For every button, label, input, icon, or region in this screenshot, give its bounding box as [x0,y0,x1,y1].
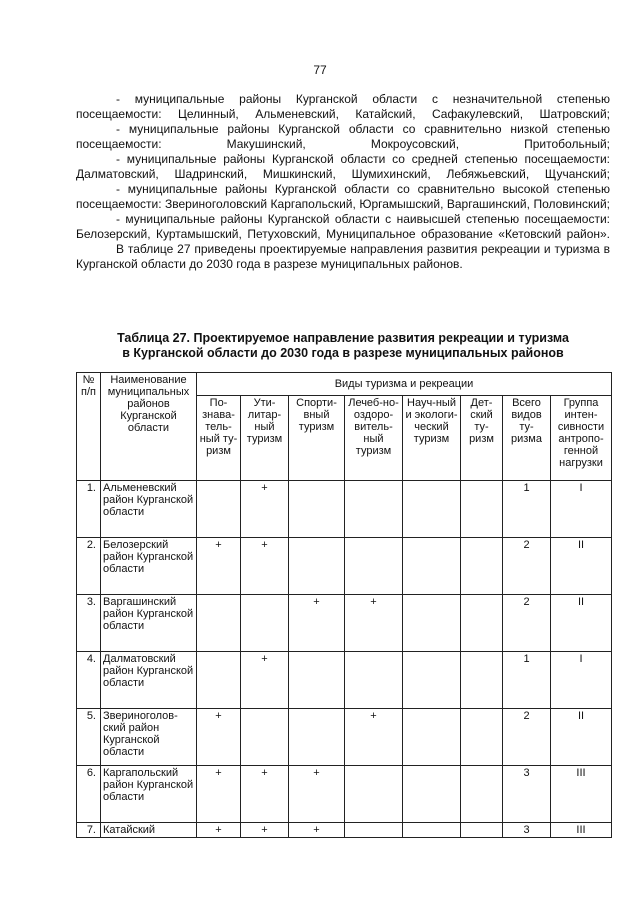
mark-utilitarian: + [241,481,289,538]
table-title-line-1: Таблица 27. Проектируемое направление развития рекреации и туризма [117,331,569,345]
header-health-tourism: Лечеб-но-оздоро-витель-ный туризм [345,396,403,481]
total-types: 1 [503,652,551,709]
paragraph-relatively-high-attendance: - муниципальные районы Курганской области со сравнительно высокой степенью посещаемости: Звериноголовский Каргапольский, Юргамышский, Варгашинский, Половинский; [76,182,610,211]
tourism-table [76,372,612,838]
header-sports-tourism: Спорти-вный туризм [289,396,345,481]
mark-health [345,823,403,838]
mark-utilitarian: + [241,766,289,823]
header-tourism-types: Виды туризма и рекреации [197,373,612,396]
paragraph-medium-attendance: - муниципальные районы Курганской области со средней степенью посещаемости: Далматовский, Шадринский, Мишкинский, Шумихинский, Лебяжьевский, Щучанский; [76,152,610,181]
mark-health: + [345,709,403,766]
mark-scientific-eco [403,652,461,709]
table-row [77,595,612,652]
table-row [77,481,612,538]
table-row [77,652,612,709]
mark-sports: + [289,595,345,652]
paragraph-low-attendance: - муниципальные районы Курганской области с незначительной степенью посещаемости: Целинный, Альменевский, Катайский, Сафакулевский, Шатровский; [76,92,610,121]
load-group: I [551,652,612,709]
page-number: 77 [313,63,327,77]
total-types: 2 [503,595,551,652]
body-text [76,92,610,272]
mark-utilitarian: + [241,538,289,595]
mark-sports [289,709,345,766]
mark-utilitarian: + [241,823,289,838]
mark-cognitive: + [197,538,241,595]
table-title [76,331,610,361]
district-name: Белозерский район Курганской области [101,538,197,595]
total-types: 3 [503,823,551,838]
header-scientific-eco-tourism: Науч-ный и экологи-ческий туризм [403,396,461,481]
load-group: III [551,823,612,838]
mark-children [461,595,503,652]
mark-health: + [345,595,403,652]
header-utilitarian-tourism: Ути-литар-ный туризм [241,396,289,481]
load-group: III [551,766,612,823]
paragraph-highest-attendance: - муниципальные районы Курганской области с наивысшей степенью посещаемости: Белозерский, Куртамышский, Петуховский, Муниципальное образование «Кетовский район». [76,212,610,241]
mark-health [345,538,403,595]
mark-health [345,652,403,709]
header-cognitive-tourism: По-знава-тель-ный ту-ризм [197,396,241,481]
mark-sports [289,481,345,538]
mark-scientific-eco [403,538,461,595]
table-row [77,823,612,838]
mark-cognitive: + [197,709,241,766]
mark-children [461,766,503,823]
district-name: Звериноголов-ский район Курганской области [101,709,197,766]
row-number: 2. [77,538,101,595]
total-types: 2 [503,538,551,595]
row-number: 4. [77,652,101,709]
paragraph-table-intro: В таблице 27 приведены проектируемые направления развития рекреации и туризма в Курганской области до 2030 года в разрезе муниципальных районов. [76,242,610,271]
mark-cognitive [197,652,241,709]
row-number: 1. [77,481,101,538]
load-group: I [551,481,612,538]
mark-sports: + [289,766,345,823]
header-children-tourism: Дет-ский ту-ризм [461,396,503,481]
mark-children [461,823,503,838]
row-number: 5. [77,709,101,766]
district-name: Варгашинский район Курганской области [101,595,197,652]
total-types: 1 [503,481,551,538]
header-district-name: Наименование муниципальных районов Курганской области [101,373,197,481]
table-title-line-2: в Курганской области до 2030 года в разрезе муниципальных районов [122,346,564,360]
mark-children [461,709,503,766]
mark-sports [289,538,345,595]
total-types: 3 [503,766,551,823]
mark-health [345,481,403,538]
load-group: II [551,595,612,652]
header-number: № п/п [77,373,101,481]
row-number: 3. [77,595,101,652]
mark-children [461,538,503,595]
paragraph-relatively-low-attendance: - муниципальные районы Курганской области со сравнительно низкой степенью посещаемости: Макушинский, Мокроусовский, Притобольный; [76,122,610,151]
total-types: 2 [503,709,551,766]
header-load-group: Группа интен-сивности антропо-генной нагрузки [551,396,612,481]
header-total-types: Всего видов ту-ризма [503,396,551,481]
table-row [77,766,612,823]
mark-sports: + [289,823,345,838]
load-group: II [551,538,612,595]
mark-cognitive [197,481,241,538]
mark-utilitarian [241,595,289,652]
mark-scientific-eco [403,823,461,838]
table-row [77,538,612,595]
district-name: Далматовский район Курганской области [101,652,197,709]
row-number: 6. [77,766,101,823]
mark-children [461,481,503,538]
mark-scientific-eco [403,709,461,766]
row-number: 7. [77,823,101,838]
mark-scientific-eco [403,595,461,652]
district-name: Катайский [101,823,197,838]
mark-cognitive: + [197,766,241,823]
mark-health [345,766,403,823]
mark-sports [289,652,345,709]
mark-cognitive [197,595,241,652]
load-group: II [551,709,612,766]
mark-children [461,652,503,709]
mark-scientific-eco [403,481,461,538]
mark-scientific-eco [403,766,461,823]
mark-cognitive: + [197,823,241,838]
district-name: Альменевский район Курганской области [101,481,197,538]
mark-utilitarian: + [241,652,289,709]
district-name: Каргапольский район Курганской области [101,766,197,823]
table-row [77,709,612,766]
mark-utilitarian [241,709,289,766]
